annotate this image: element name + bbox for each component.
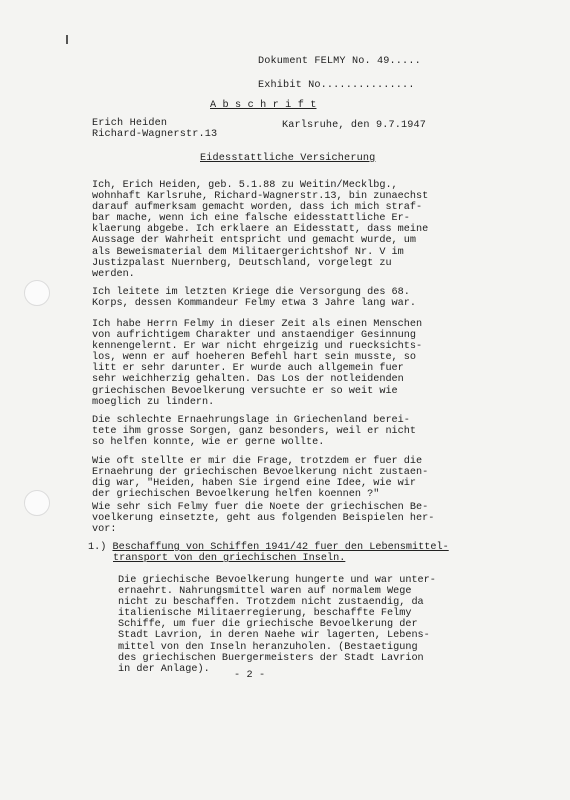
abschrift-heading: A b s c h r i f t: [210, 100, 317, 111]
paragraph-1: Ich, Erich Heiden, geb. 5.1.88 zu Weitin/Mecklbg., wohnhaft Karlsruhe, Richard-Wagnerstr.13, bin zunaechst darauf aufmerksam gemacht worden, dass ich mich straf- bar mache, wenn ich eine falsche eidesstattliche Er- klaerung abgebe. Ich erklaere an Eidesstatt, dass meine Aussage der Wahrheit entspricht und gemacht wurde, um als Beweismaterial dem Militaergerichtshof Nr. V im Justizpalast Nuernberg, Deutschland, vorgelegt zu werden.: [92, 180, 429, 280]
paragraph-4: Die schlechte Ernaehrungslage in Griechenland berei- tete ihm grosse Sorgen, ganz besonders, weil er nicht so helfen konnte, wie er gerne wollte.: [92, 415, 417, 449]
place-date: Karlsruhe, den 9.7.1947: [282, 120, 427, 131]
punch-hole-top: [24, 280, 50, 306]
document-title: Eidesstattliche Versicherung: [200, 153, 376, 164]
sender-name: Erich Heiden: [92, 118, 168, 129]
item-1-heading: 1.) Beschaffung von Schiffen 1941/42 fuer den Lebensmittel- transport von den griechischen Inseln.: [88, 542, 449, 565]
sender-address: Richard-Wagnerstr.13: [92, 129, 218, 140]
page-number: - 2 -: [234, 670, 266, 681]
paragraph-3: Ich habe Herrn Felmy in dieser Zeit als einen Menschen von aufrichtigem Charakter und anstaendiger Gesinnung kennengelernt. Er war nicht ehrgeizig und ruecksichts- los, wenn er auf hoeheren Befehl hart sein musste, so litt er sehr darunter. Er wurde auch allgemein fuer sehr weichherzig gehalten. Das Los der notleidenden griechischen Bevoelkerung versuchte er so weit wie moeglich zu lindern.: [92, 319, 423, 408]
paragraph-5: Wie oft stellte er mir die Frage, trotzdem er fuer die Ernaehrung der griechischen Bevoelkerung nicht zustaen- dig war, "Heiden, haben Sie irgend eine Idee, wie wir der griechischen Bevoelkerung helfen koennen ?": [92, 456, 429, 501]
punch-hole-bottom: [24, 490, 50, 516]
item-1-body: Die griechische Bevoelkerung hungerte und war unter- ernaehrt. Nahrungsmittel waren auf normalem Wege nicht zu beschaffen. Trotzdem nicht zustaendig, da italienische Militaerregierung, beschaffte Felmy Schiffe, um fuer die griechische Bevoelkerung der Stadt Lavrion, in deren Naehe wir lagerten, Lebens- mittel von den Inseln heranzuholen. (Bestaetigung des griechischen Buergermeisters der Stadt Lavrion in der Anlage).: [118, 575, 436, 675]
ink-mark: [66, 35, 68, 44]
exhibit-number: Exhibit No...............: [258, 80, 415, 91]
document-number: Dokument FELMY No. 49.....: [258, 56, 421, 67]
paragraph-2: Ich leitete im letzten Kriege die Versorgung des 68. Korps, dessen Kommandeur Felmy etwa 3 Jahre lang war.: [92, 287, 417, 310]
paragraph-6: Wie sehr sich Felmy fuer die Noete der griechischen Be- voelkerung einsetzte, geht aus folgenden Beispielen her- vor:: [92, 502, 435, 536]
item-1-number: 1.): [88, 542, 107, 553]
